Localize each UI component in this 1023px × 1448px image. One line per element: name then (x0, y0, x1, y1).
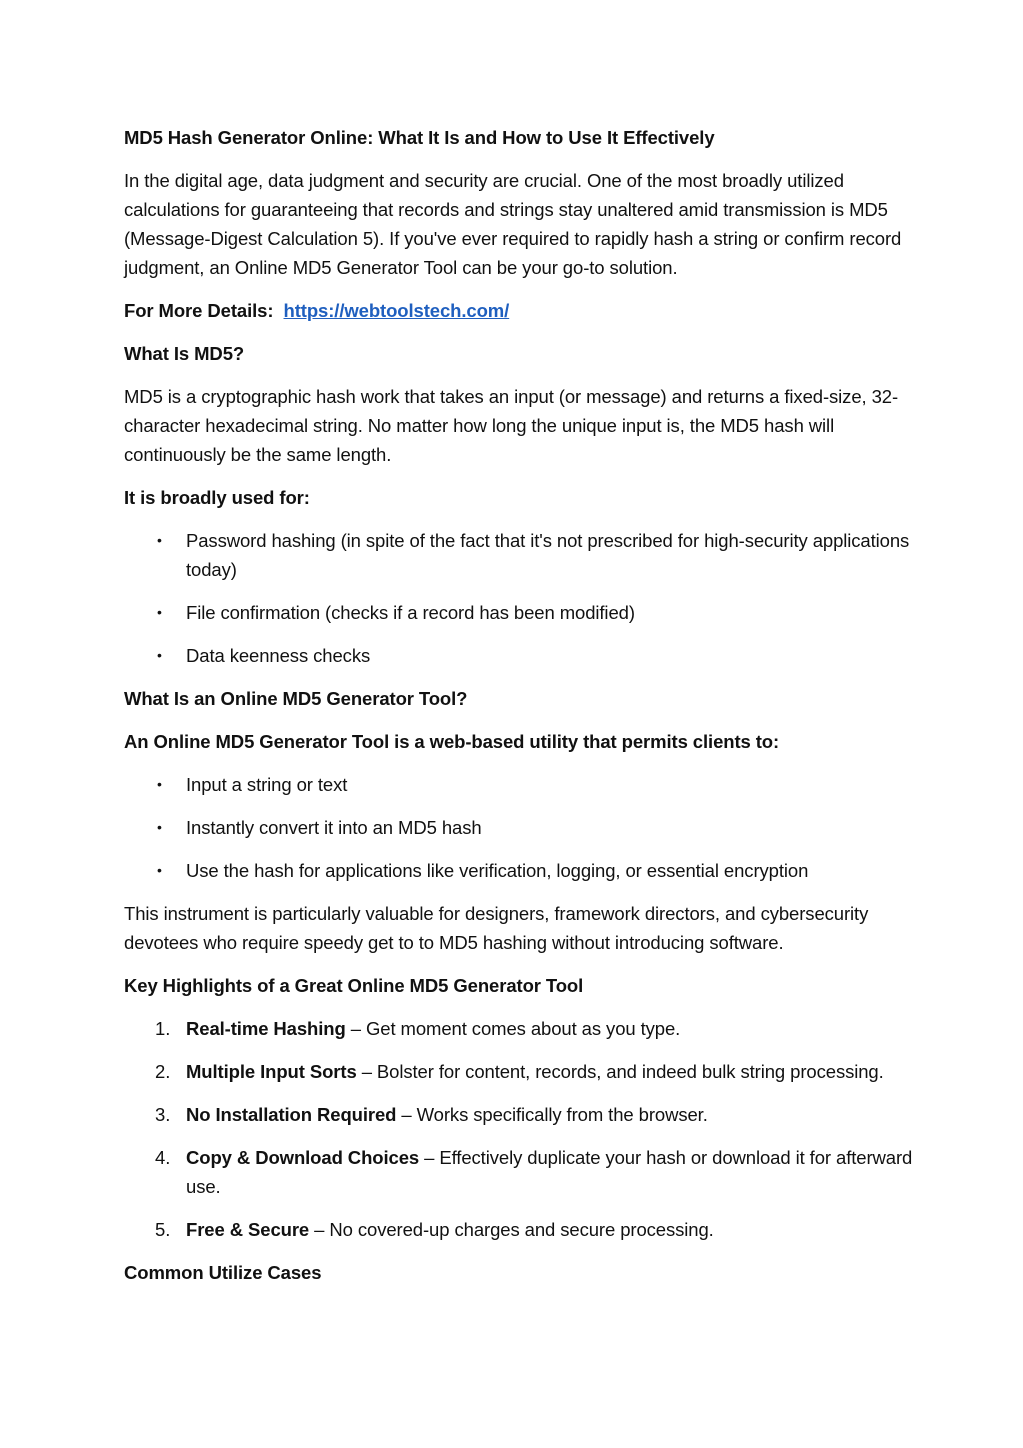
list-number: 4. (155, 1147, 171, 1168)
tool-features-list (124, 770, 914, 885)
list-number: 5. (155, 1219, 171, 1240)
details-label: For More Details: (124, 300, 274, 321)
bullet-icon: • (157, 604, 162, 620)
details-line (124, 296, 914, 325)
list-item: • Data keenness checks (124, 641, 914, 670)
bullet-icon: • (157, 819, 162, 835)
list-item: • File confirmation (checks if a record has been modified) (124, 598, 914, 627)
tool-paragraph: This instrument is particularly valuable for designers, framework directors, and cybersecurity devotees who require speedy get to to MD5 hashing without introducing software. (124, 903, 869, 953)
section-heading-uses: It is broadly used for: (124, 487, 310, 508)
section-heading-online-tool: What Is an Online MD5 Generator Tool? (124, 688, 468, 709)
section-heading-what-is-md5: What Is MD5? (124, 343, 245, 364)
list-number: 3. (155, 1104, 171, 1125)
list-item: 5. Free & Secure – No covered-up charges and secure processing. (124, 1215, 914, 1244)
list-item: • Instantly convert it into an MD5 hash (124, 813, 914, 842)
list-number: 2. (155, 1061, 171, 1082)
document-page (124, 123, 914, 1301)
uses-list (124, 526, 914, 670)
online-tool-subheading: An Online MD5 Generator Tool is a web-based utility that permits clients to: (124, 731, 780, 752)
website-link[interactable]: https://webtoolstech.com/ (283, 300, 510, 321)
bullet-icon: • (157, 532, 162, 548)
section-heading-highlights: Key Highlights of a Great Online MD5 Generator Tool (124, 975, 584, 996)
list-item: • Use the hash for applications like verification, logging, or essential encryption (124, 856, 914, 885)
bullet-icon: • (157, 862, 162, 878)
list-item: 3. No Installation Required – Works specifically from the browser. (124, 1100, 914, 1129)
intro-paragraph: In the digital age, data judgment and security are crucial. One of the most broadly utilized calculations for guaranteeing that records and strings stay unaltered amid transmission is MD5 (Message-Digest Calculation 5). If you've ever required to rapidly hash a string or confirm record judgment, an Online MD5 Generator Tool can be your go-to solution. (124, 170, 902, 278)
bullet-icon: • (157, 776, 162, 792)
bullet-icon: • (157, 647, 162, 663)
document-title: MD5 Hash Generator Online: What It Is and How to Use It Effectively (124, 127, 715, 148)
list-item: 2. Multiple Input Sorts – Bolster for content, records, and indeed bulk string processing. (124, 1057, 914, 1086)
list-number: 1. (155, 1018, 171, 1039)
section-heading-common-cases: Common Utilize Cases (124, 1262, 322, 1283)
list-item: • Input a string or text (124, 770, 914, 799)
list-item: • Password hashing (in spite of the fact that it's not prescribed for high-security applications today) (124, 526, 914, 584)
list-item: 1. Real-time Hashing – Get moment comes about as you type. (124, 1014, 914, 1043)
what-is-md5-paragraph: MD5 is a cryptographic hash work that takes an input (or message) and returns a fixed-size, 32-character hexadecimal string. No matter how long the unique input is, the MD5 hash will continuously be the same length. (124, 386, 899, 465)
list-item: 4. Copy & Download Choices – Effectively duplicate your hash or download it for afterward use. (124, 1143, 914, 1201)
highlights-list (124, 1014, 914, 1244)
